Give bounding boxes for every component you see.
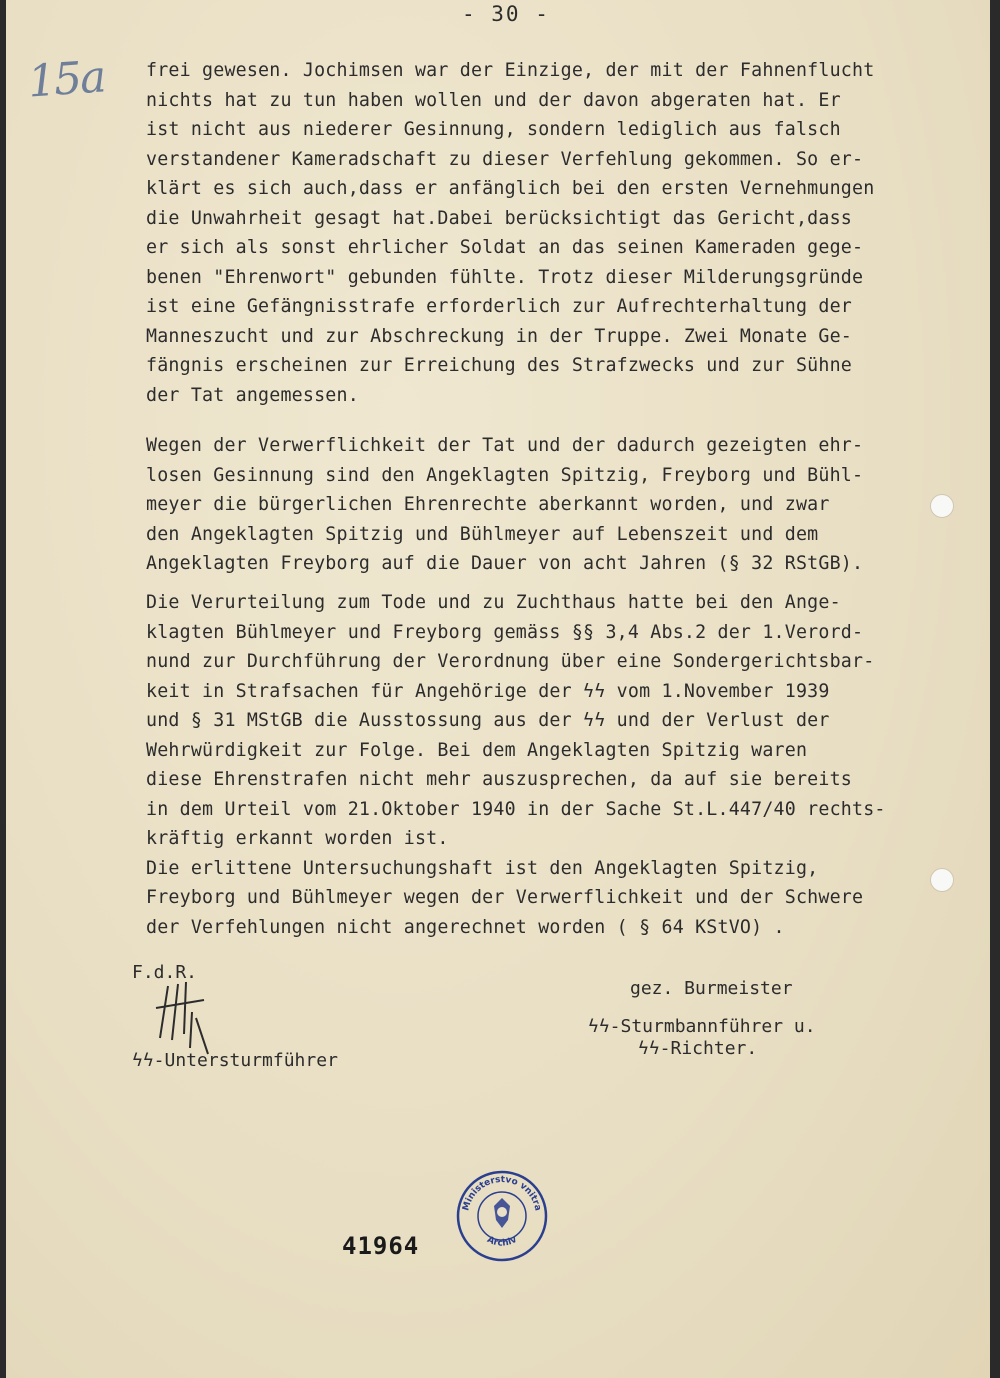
- text-line: nichts hat zu tun haben wollen und der davon abgeraten hat. Er: [146, 89, 841, 111]
- text-line: ist nicht aus niederer Gesinnung, sondern lediglich aus falsch: [146, 119, 841, 140]
- punch-hole-upper: [930, 494, 954, 518]
- paragraph-mitigation: [146, 56, 946, 410]
- left-rank: ϟϟ-Untersturmführer: [132, 1050, 338, 1071]
- text-line: Freyborg und Bühlmeyer wegen der Verwerflichkeit und der Schwere: [146, 887, 864, 908]
- text-line: verstandener Kameradschaft zu dieser Verfehlung gekommen. So er-: [146, 148, 864, 170]
- text-line: klagten Bühlmeyer und Freyborg gemäss §§ 3,4 Abs.2 der 1.Verord-: [146, 621, 864, 643]
- paragraph-civil-rights: [146, 431, 946, 579]
- text-line: Die erlittene Untersuchungshaft ist den Angeklagten Spitzig,: [146, 857, 819, 879]
- text-line: losen Gesinnung sind den Angeklagten Spitzig, Freyborg und Bühl-: [146, 464, 864, 486]
- svg-text:Archiv: [485, 1235, 518, 1249]
- page-number: - 30 -: [462, 2, 550, 26]
- text-line: klärt es sich auch,dass er anfänglich bei den ersten Vernehmungen: [146, 178, 875, 199]
- text-line: ist eine Gefängnisstrafe erforderlich zur Aufrechterhaltung der: [146, 296, 852, 317]
- text-line: fängnis erscheinen zur Erreichung des Strafzwecks und zur Sühne: [146, 355, 852, 376]
- text-line: diese Ehrenstrafen nicht mehr auszusprechen, da auf sie bereits: [146, 769, 852, 790]
- text-line: und § 31 MStGB die Ausstossung aus der ϟϟ und der Verlust der: [146, 710, 830, 731]
- fdr-label: F.d.R.: [132, 962, 198, 983]
- text-line: Angeklagten Freyborg auf die Dauer von acht Jahren (§ 32 RStGB).: [146, 553, 864, 574]
- archive-stamp: [454, 1168, 550, 1264]
- punch-hole-lower: [930, 868, 954, 892]
- signature-scribble: [146, 978, 236, 1056]
- text-line: keit in Strafsachen für Angehörige der ϟϟ vom 1.November 1939: [146, 680, 830, 702]
- text-line: Wegen der Verwerflichkeit der Tat und der dadurch gezeigten ehr-: [146, 435, 864, 456]
- text-line: kräftig erkannt worden ist.: [146, 828, 449, 849]
- text-line: der Tat angemessen.: [146, 384, 359, 406]
- margin-note: 15a: [26, 51, 106, 108]
- right-rank-2: ϟϟ-Richter.: [638, 1038, 758, 1059]
- text-line: der Verfehlungen nicht angerechnet worden ( § 64 KStVO) .: [146, 916, 785, 938]
- scan-edge-left: [0, 0, 6, 1378]
- text-line: er sich als sonst ehrlicher Soldat an das seinen Kameraden gege-: [146, 237, 864, 258]
- text-line: den Angeklagten Spitzig und Bühlmeyer auf Lebenszeit und dem: [146, 523, 819, 545]
- stamp-top-text: Ministerstvo vnitra: [461, 1174, 543, 1212]
- archive-number: 41964: [342, 1232, 420, 1260]
- text-line: frei gewesen. Jochimsen war der Einzige, der mit der Fahnenflucht: [146, 60, 875, 81]
- right-rank-1: ϟϟ-Sturmbannführer u.: [588, 1016, 816, 1037]
- scan-edge-right: [990, 0, 1000, 1378]
- text-line: Manneszucht und zur Abschreckung in der Truppe. Zwei Monate Ge-: [146, 325, 852, 347]
- text-line: in dem Urteil vom 21.Oktober 1940 in der Sache St.L.447/40 rechts-: [146, 798, 886, 820]
- text-line: Wehrwürdigkeit zur Folge. Bei dem Angeklagten Spitzig waren: [146, 739, 808, 761]
- text-line: benen "Ehrenwort" gebunden fühlte. Trotz dieser Milderungsgründe: [146, 266, 864, 288]
- text-line: die Unwahrheit gesagt hat.Dabei berücksichtigt das Gericht,dass: [146, 207, 852, 229]
- text-line: Die Verurteilung zum Tode und zu Zuchthaus hatte bei den Ange-: [146, 592, 841, 613]
- document-page: [6, 0, 990, 1378]
- right-signed: gez. Burmeister: [630, 978, 793, 999]
- paragraph-sentence-consequences: [146, 588, 946, 942]
- text-line: meyer die bürgerlichen Ehrenrechte aberkannt worden, und zwar: [146, 494, 830, 515]
- stamp-bottom-text: Archiv: [485, 1234, 519, 1249]
- text-line: nund zur Durchführung der Verordnung über eine Sondergerichtsbar-: [146, 651, 875, 672]
